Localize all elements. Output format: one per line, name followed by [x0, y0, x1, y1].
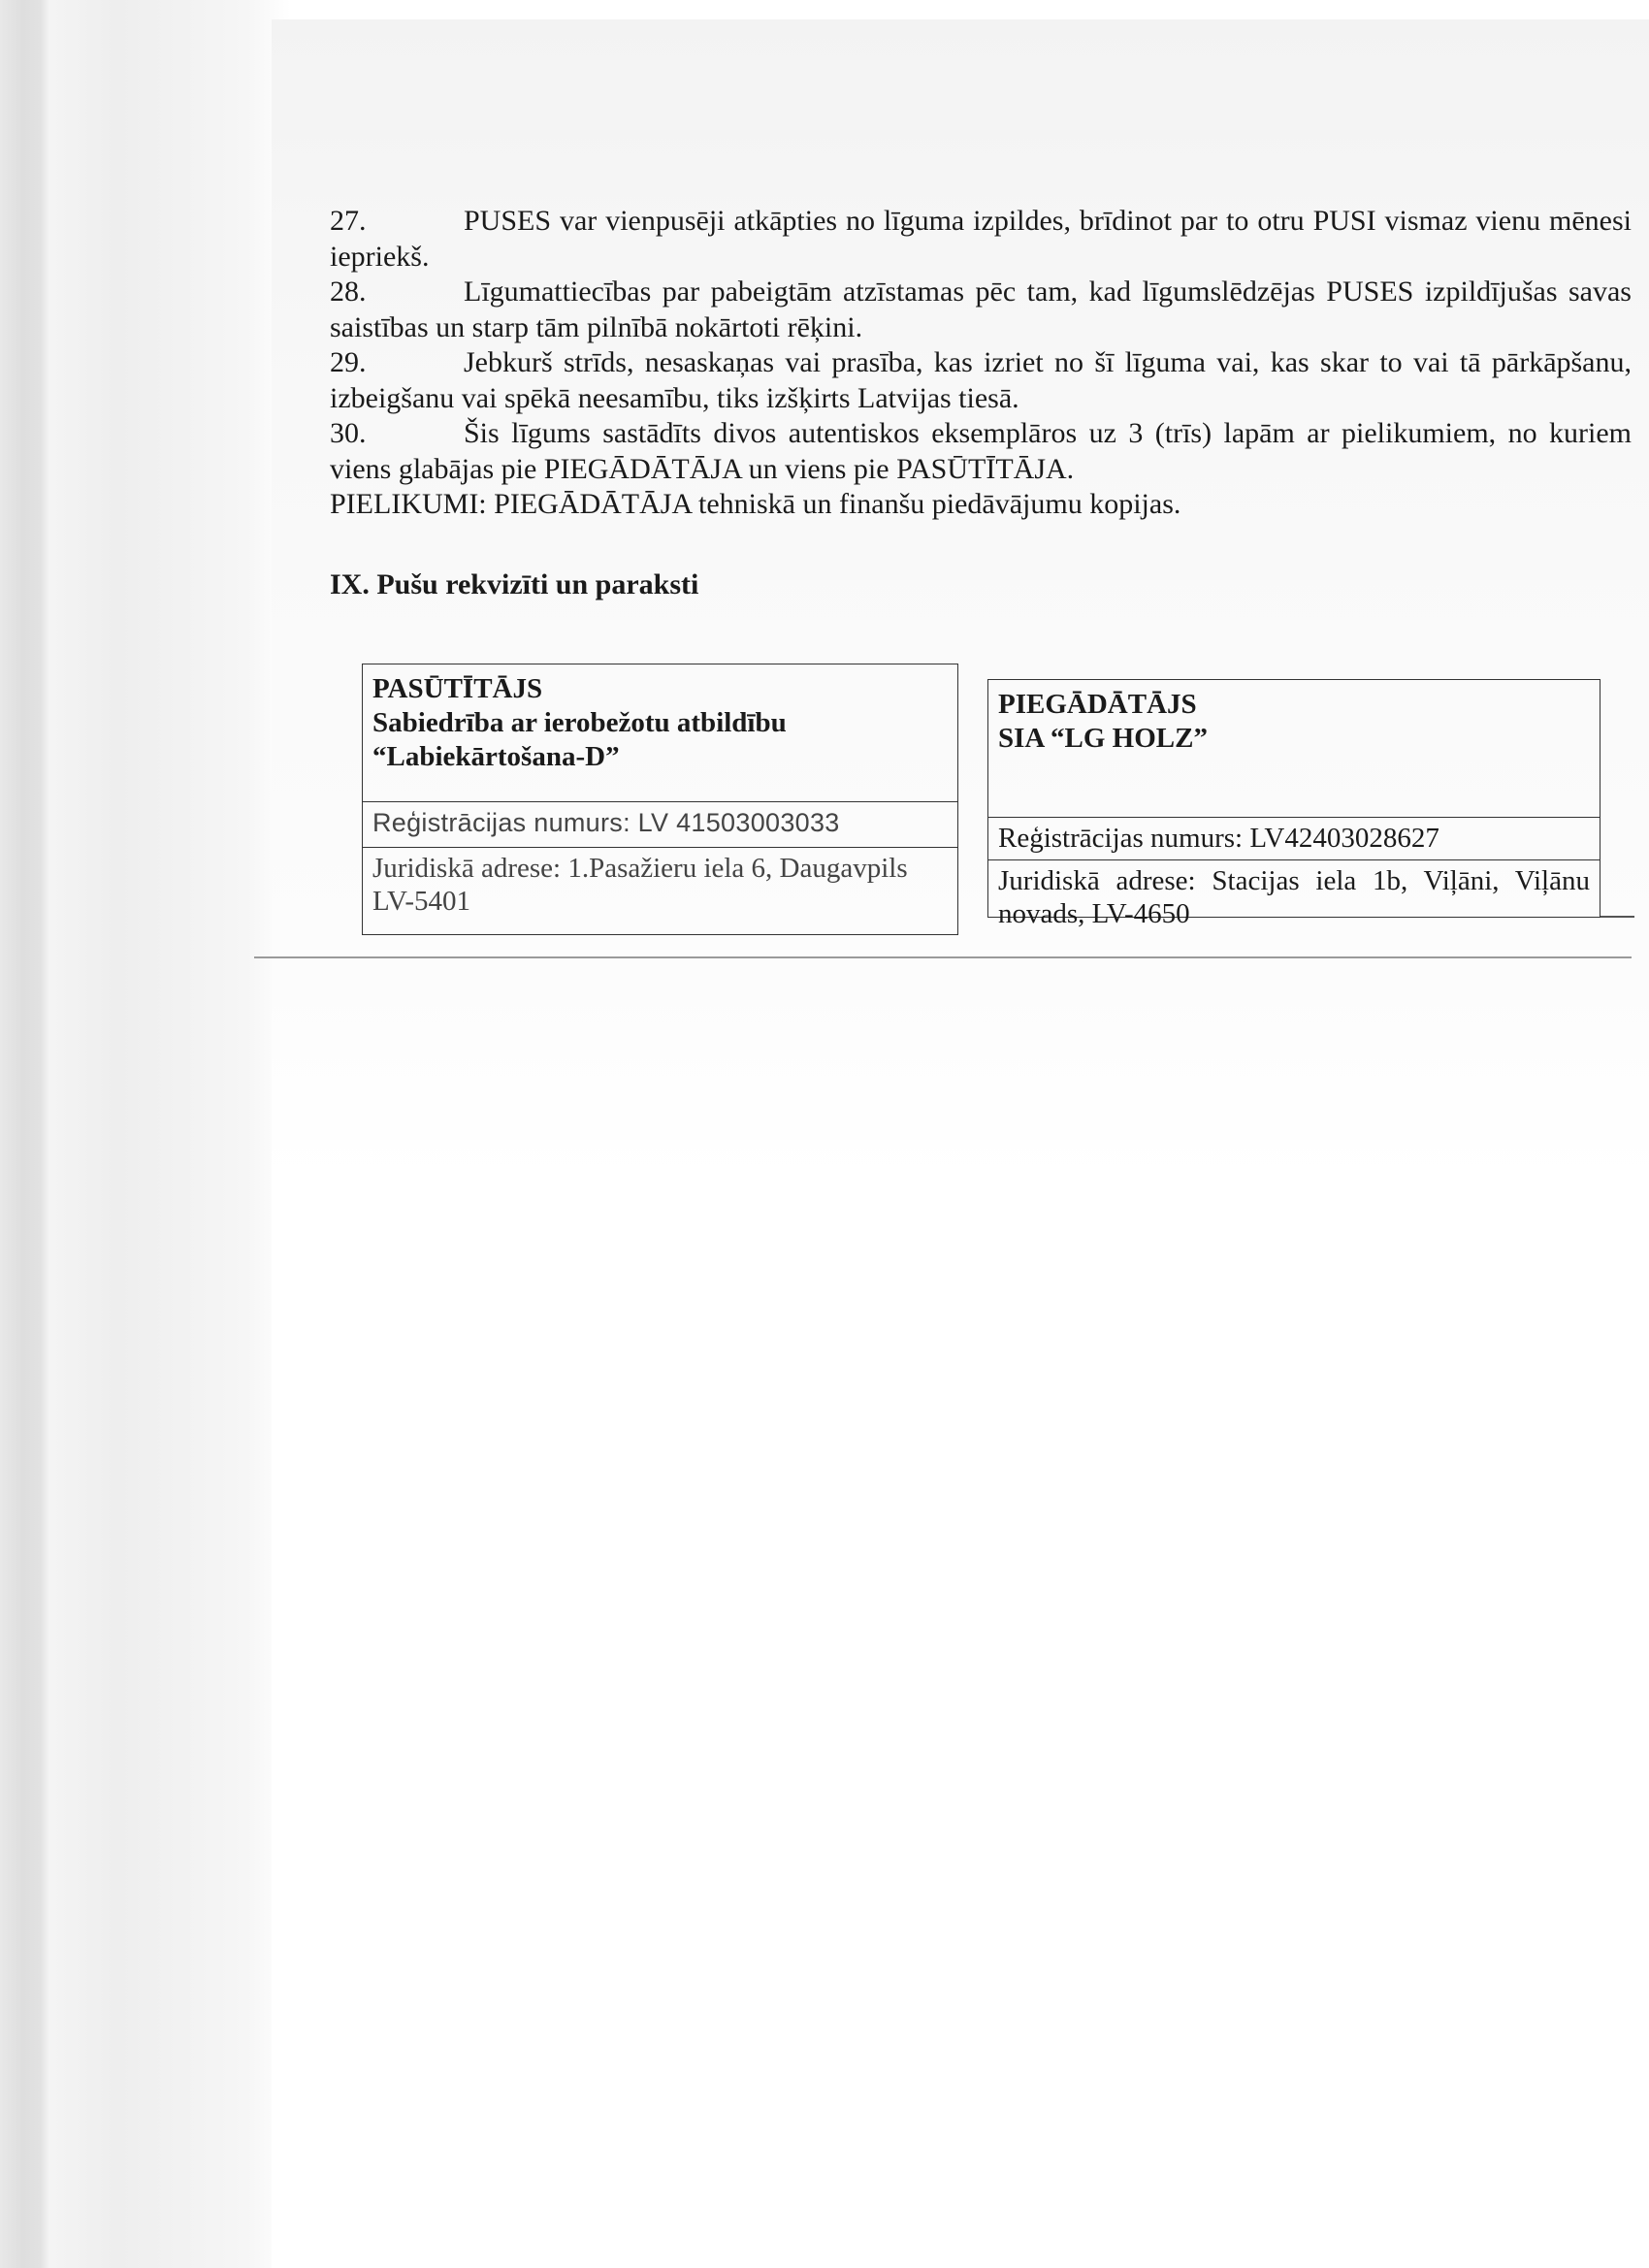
customer-name-line1: Sabiedrība ar ierobežotu atbildību	[372, 707, 787, 738]
clause-27	[330, 204, 1632, 275]
clause-text: PUSES var vienpusēji atkāpties no līguma izpildes, brīdinot par to otru PUSI vismaz vienu mēnesi iepriekš.	[330, 205, 1632, 273]
clause-text: Līgumattiecības par pabeigtām atzīstamas pēc tam, kad līgumslēdzējas PUSES izpildījušas savas saistības un starp tām pilnībā nokārtoti rēķini.	[330, 275, 1632, 343]
customer-reg-number: Reģistrācijas numurs: LV 41503003033	[363, 802, 957, 848]
clause-text: Šis līgums sastādīts divos autentiskos eksemplāros uz 3 (trīs) lapām ar pielikumiem, no kuriem viens glabājas pie PIEGĀDĀTĀJA un viens pie PASŪTĪTĀJA.	[330, 417, 1632, 485]
clause-30	[330, 416, 1632, 487]
supplier-address: Juridiskā adrese: Stacijas iela 1b, Viļāni, Viļānu novads, LV-4650	[998, 865, 1590, 929]
scan-shadow	[0, 0, 291, 2268]
supplier-reg-number: Reģistrācijas numurs: LV42403028627	[988, 818, 1600, 860]
customer-header	[363, 664, 957, 802]
customer-address: Juridiskā adrese: 1.Pasažieru iela 6, Daugavpils LV-5401	[372, 853, 908, 917]
clause-28	[330, 275, 1632, 345]
clause-number: 30.	[330, 417, 367, 449]
contract-clauses	[330, 204, 1632, 523]
clause-number: 28.	[330, 275, 367, 308]
supplier-name: SIA “LG HOLZ”	[998, 723, 1208, 754]
clause-29	[330, 345, 1632, 416]
customer-role: PASŪTĪTĀJS	[372, 673, 543, 704]
section-title: IX. Pušu rekvizīti un paraksti	[330, 568, 699, 600]
page-edge	[254, 956, 1632, 958]
customer-name-line2: “Labiekārtošana-D”	[372, 741, 620, 772]
clause-text: Jebkurš strīds, nesaskaņas vai prasība, kas izriet no šī līguma vai, kas skar to vai tā pārkāpšanu, izbeigšanu vai spēkā neesamību, tiks izšķirts Latvijas tiesā.	[330, 346, 1632, 414]
table-rule	[1600, 916, 1634, 918]
appendix-line: PIELIKUMI: PIEGĀDĀTĀJA tehniskā un finanšu piedāvājumu kopijas.	[330, 488, 1181, 520]
supplier-header	[988, 680, 1600, 818]
clause-number: 27.	[330, 205, 367, 237]
clause-number: 29.	[330, 346, 367, 378]
supplier-role: PIEGĀDĀTĀJS	[998, 689, 1197, 720]
supplier-box	[987, 679, 1600, 929]
customer-box	[362, 664, 958, 935]
